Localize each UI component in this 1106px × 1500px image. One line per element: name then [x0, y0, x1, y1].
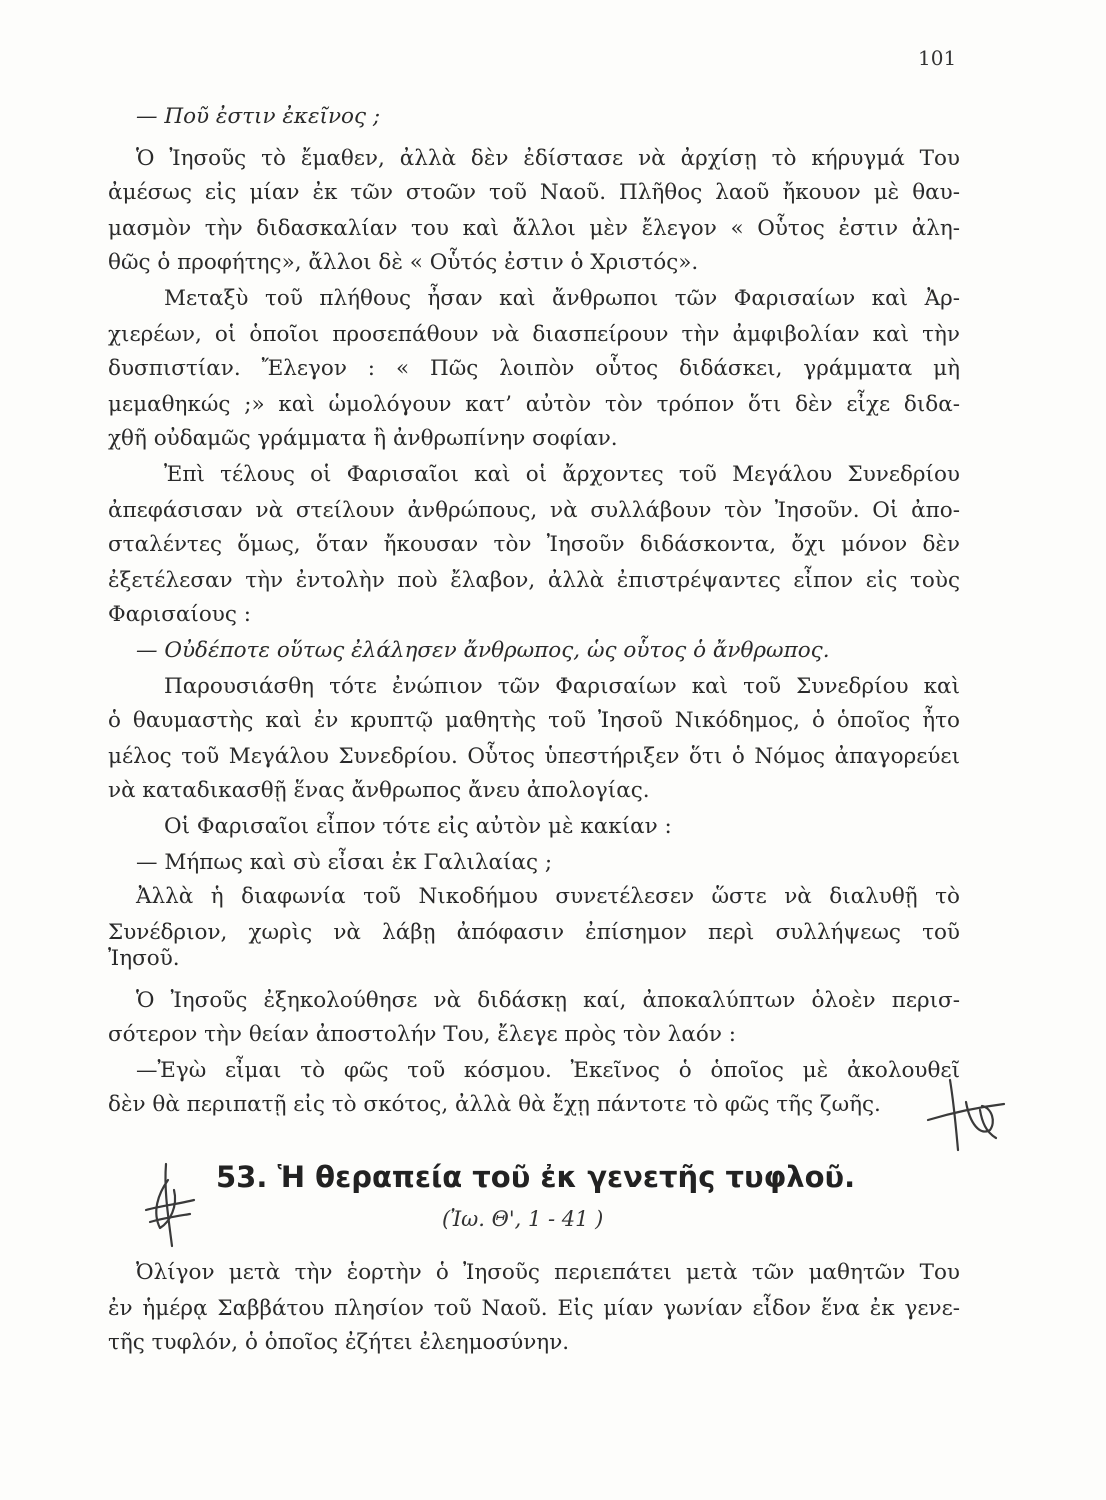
text-line: Συνέδριον, χωρὶς νὰ λάβῃ ἀπόφασιν ἐπίσημον περὶ συλλήψεως τοῦ	[108, 920, 960, 945]
text-line: — Μήπως καὶ σὺ εἶσαι ἐκ Γαλιλαίας ;	[136, 850, 553, 875]
handwritten-mark-icon	[920, 1074, 1010, 1154]
text-line: Ὁ Ἰησοῦς ἐξηκολούθησε νὰ διδάσκῃ καί, ἀποκαλύπτων ὁλοὲν περισ-	[136, 988, 960, 1013]
quotation-line: — Οὐδέποτε οὕτως ἐλάλησεν ἄνθρωπος, ὡς οὗτος ὁ ἄνθρωπος.	[136, 638, 830, 663]
section-heading: 53. Ἡ θεραπεία τοῦ ἐκ γενετῆς τυφλοῦ.	[216, 1160, 856, 1194]
text-line: Ἰησοῦ.	[108, 946, 180, 971]
text-line: σότερον τὴν θείαν ἀποστολήν Του, ἔλεγε πρὸς τὸν λαόν :	[108, 1022, 736, 1047]
section-reference: (Ἰω. Θ', 1 - 41 )	[442, 1207, 604, 1231]
text-line: τῆς τυφλόν, ὁ ὁποῖος ἐζήτει ἐλεημοσύνην.	[108, 1330, 570, 1355]
text-line: μασμὸν τὴν διδασκαλίαν του καὶ ἄλλοι μὲν ἔλεγον « Οὗτος ἐστιν ἀλη-	[108, 216, 960, 241]
text-line: ἀμέσως εἰς μίαν ἐκ τῶν στοῶν τοῦ Ναοῦ. Πλῆθος λαοῦ ἤκουον μὲ θαυ-	[108, 180, 960, 205]
text-line: ἐν ἡμέρᾳ Σαββάτου πλησίον τοῦ Ναοῦ. Εἰς μίαν γωνίαν εἶδον ἕνα ἐκ γενε-	[108, 1296, 960, 1321]
text-line: Ἐπὶ τέλους οἱ Φαρισαῖοι καὶ οἱ ἄρχοντες τοῦ Μεγάλου Συνεδρίου	[164, 462, 960, 487]
text-line: χιερέων, οἱ ὁποῖοι προσεπάθουν νὰ διασπείρουν τὴν ἀμφιβολίαν καὶ τὴν	[108, 322, 960, 347]
text-line: ἀπεφάσισαν νὰ στείλουν ἀνθρώπους, νὰ συλλάβουν τὸν Ἰησοῦν. Οἱ ἀπο-	[108, 498, 960, 523]
text-line: — Ποῦ ἐστιν ἐκεῖνος ;	[136, 104, 381, 129]
text-line: θῶς ὁ προφήτης», ἄλλοι δὲ « Οὗτός ἐστιν ὁ Χριστός».	[108, 250, 699, 275]
text-line: Μεταξὺ τοῦ πλήθους ἦσαν καὶ ἄνθρωποι τῶν Φαρισαίων καὶ Ἀρ-	[164, 286, 960, 311]
text-line: Οἱ Φαρισαῖοι εἶπον τότε εἰς αὐτὸν μὲ κακίαν :	[164, 814, 672, 839]
page-number: 101	[918, 46, 957, 70]
text-line: σταλέντες ὅμως, ὅταν ἤκουσαν τὸν Ἰησοῦν διδάσκοντα, ὄχι μόνον δὲν	[108, 532, 960, 557]
text-line: —Ἐγὼ εἶμαι τὸ φῶς τοῦ κόσμου. Ἐκεῖνος ὁ ὁποῖος μὲ ἀκολουθεῖ	[136, 1058, 960, 1083]
text-line: χθῆ οὐδαμῶς γράμματα ἢ ἀνθρωπίνην σοφίαν.	[108, 426, 618, 451]
text-line: Παρουσιάσθη τότε ἐνώπιον τῶν Φαρισαίων καὶ τοῦ Συνεδρίου καὶ	[164, 674, 960, 699]
text-line: νὰ καταδικασθῇ ἕνας ἄνθρωπος ἄνευ ἀπολογίας.	[108, 778, 650, 803]
text-line: μεμαθηκώς ;» καὶ ὡμολόγουν κατ’ αὐτὸν τὸν τρόπον ὅτι δὲν εἶχε διδα-	[108, 392, 960, 417]
text-line: ὁ θαυμαστὴς καὶ ἐν κρυπτῷ μαθητὴς τοῦ Ἰησοῦ Νικόδημος, ὁ ὁποῖος ἦτο	[108, 708, 960, 733]
text-line: ἐξετέλεσαν τὴν ἐντολὴν ποὺ ἔλαβον, ἀλλὰ ἐπιστρέψαντες εἶπον εἰς τοὺς	[108, 568, 960, 593]
text-line: Ὀλίγον μετὰ τὴν ἑορτὴν ὁ Ἰησοῦς περιεπάτει μετὰ τῶν μαθητῶν Του	[136, 1260, 960, 1285]
text-line: δὲν θὰ περιπατῇ εἰς τὸ σκότος, ἀλλὰ θὰ ἔχῃ πάντοτε τὸ φῶς τῆς ζωῆς.	[108, 1092, 881, 1117]
text-line: Ἀλλὰ ἡ διαφωνία τοῦ Νικοδήμου συνετέλεσεν ὥστε νὰ διαλυθῇ τὸ	[136, 884, 960, 909]
text-line: Ὁ Ἰησοῦς τὸ ἔμαθεν, ἀλλὰ δὲν ἐδίστασε νὰ ἀρχίσῃ τὸ κήρυγμά Του	[136, 146, 960, 171]
text-line: δυσπιστίαν. Ἔλεγον : « Πῶς λοιπὸν οὗτος διδάσκει, γράμματα μὴ	[108, 356, 960, 381]
handwritten-mark-icon	[138, 1160, 198, 1250]
text-line: μέλος τοῦ Μεγάλου Συνεδρίου. Οὗτος ὑπεστήριξεν ὅτι ὁ Νόμος ἀπαγορεύει	[108, 744, 960, 769]
text-line: Φαρισαίους :	[108, 602, 251, 627]
